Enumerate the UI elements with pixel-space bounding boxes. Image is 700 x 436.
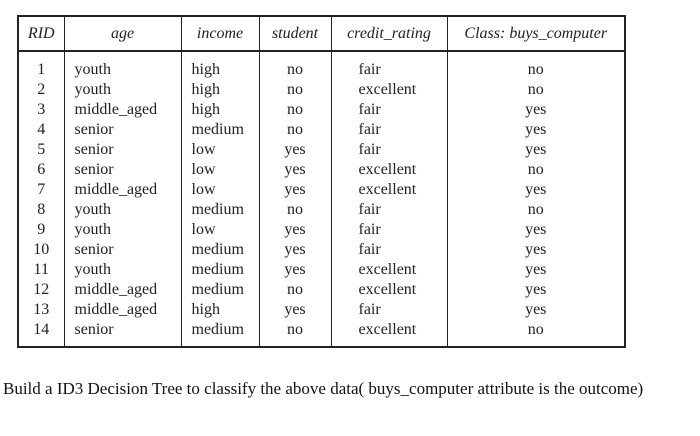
student-cell: no: [259, 200, 331, 220]
table-body: [18, 51, 625, 347]
income-cell: medium: [181, 200, 259, 220]
rid-cell: 13: [33, 301, 50, 318]
table-row: [18, 200, 625, 220]
student-cell: no: [259, 80, 331, 100]
age-cell: senior: [64, 240, 181, 260]
rid-cell: 3: [37, 101, 46, 118]
buys-computer-cell: yes: [447, 220, 625, 240]
table-row: [18, 80, 625, 100]
rid-cell: 9: [37, 221, 46, 238]
table-row: [18, 140, 625, 160]
credit-rating-cell: fair: [331, 51, 447, 80]
credit-rating-cell: excellent: [331, 180, 447, 200]
table-row: [18, 240, 625, 260]
rid-cell: 11: [33, 261, 49, 278]
income-cell: medium: [181, 320, 259, 347]
income-cell: high: [181, 100, 259, 120]
buys-computer-cell: yes: [447, 140, 625, 160]
student-cell: no: [259, 280, 331, 300]
header-rid: RID: [18, 16, 64, 51]
table-row: [18, 320, 625, 347]
table-header-row: [18, 16, 625, 51]
header-credit-rating: credit_rating: [331, 16, 447, 51]
credit-rating-cell: excellent: [331, 260, 447, 280]
table-row: [18, 160, 625, 180]
table-row: [18, 100, 625, 120]
rid-cell: 14: [33, 321, 50, 338]
training-data-table: [17, 15, 626, 348]
student-cell: yes: [259, 300, 331, 320]
income-cell: medium: [181, 280, 259, 300]
buys-computer-cell: yes: [447, 180, 625, 200]
income-cell: medium: [181, 260, 259, 280]
age-cell: middle_aged: [64, 300, 181, 320]
age-cell: youth: [64, 220, 181, 240]
student-cell: yes: [259, 260, 331, 280]
table-row: [18, 180, 625, 200]
student-cell: no: [259, 320, 331, 347]
student-cell: yes: [259, 220, 331, 240]
rid-cell: 5: [37, 141, 46, 158]
header-income: income: [181, 16, 259, 51]
credit-rating-cell: fair: [331, 300, 447, 320]
header-class-buys-computer: Class: buys_computer: [447, 16, 625, 51]
student-cell: no: [259, 120, 331, 140]
rid-cell: 10: [33, 241, 50, 258]
header-age: age: [64, 16, 181, 51]
age-cell: senior: [64, 160, 181, 180]
rid-cell: 8: [37, 201, 46, 218]
age-cell: youth: [64, 80, 181, 100]
buys-computer-cell: no: [447, 160, 625, 180]
rid-cell: 7: [37, 181, 46, 198]
credit-rating-cell: excellent: [331, 160, 447, 180]
age-cell: youth: [64, 260, 181, 280]
table-row: [18, 300, 625, 320]
buys-computer-cell: yes: [447, 120, 625, 140]
income-cell: medium: [181, 240, 259, 260]
student-cell: yes: [259, 160, 331, 180]
buys-computer-cell: no: [447, 51, 625, 80]
table-row: [18, 260, 625, 280]
credit-rating-cell: excellent: [331, 320, 447, 347]
age-cell: middle_aged: [64, 280, 181, 300]
credit-rating-cell: fair: [331, 120, 447, 140]
buys-computer-cell: no: [447, 200, 625, 220]
credit-rating-cell: fair: [331, 100, 447, 120]
credit-rating-cell: fair: [331, 140, 447, 160]
table-row: [18, 220, 625, 240]
buys-computer-cell: yes: [447, 100, 625, 120]
age-cell: senior: [64, 320, 181, 347]
buys-computer-cell: yes: [447, 280, 625, 300]
buys-computer-cell: yes: [447, 240, 625, 260]
instruction-text: Build a ID3 Decision Tree to classify the above data( buys_computer attribute is the outcome): [3, 379, 644, 398]
student-cell: no: [259, 51, 331, 80]
credit-rating-cell: excellent: [331, 80, 447, 100]
income-cell: high: [181, 300, 259, 320]
student-cell: yes: [259, 180, 331, 200]
rid-cell: 6: [37, 161, 46, 178]
age-cell: middle_aged: [64, 100, 181, 120]
header-student: student: [259, 16, 331, 51]
age-cell: youth: [64, 200, 181, 220]
table-row: [18, 51, 625, 80]
income-cell: low: [181, 140, 259, 160]
rid-cell: 12: [33, 281, 50, 298]
buys-computer-cell: no: [447, 80, 625, 100]
rid-cell: 4: [37, 121, 46, 138]
student-cell: no: [259, 100, 331, 120]
income-cell: low: [181, 160, 259, 180]
income-cell: low: [181, 180, 259, 200]
age-cell: middle_aged: [64, 180, 181, 200]
income-cell: high: [181, 51, 259, 80]
income-cell: high: [181, 80, 259, 100]
table-row: [18, 280, 625, 300]
age-cell: senior: [64, 140, 181, 160]
income-cell: low: [181, 220, 259, 240]
rid-cell: 1: [37, 61, 46, 78]
credit-rating-cell: fair: [331, 240, 447, 260]
age-cell: youth: [64, 51, 181, 80]
buys-computer-cell: yes: [447, 300, 625, 320]
age-cell: senior: [64, 120, 181, 140]
credit-rating-cell: excellent: [331, 280, 447, 300]
table-row: [18, 120, 625, 140]
student-cell: yes: [259, 140, 331, 160]
buys-computer-cell: yes: [447, 260, 625, 280]
student-cell: yes: [259, 240, 331, 260]
income-cell: medium: [181, 120, 259, 140]
buys-computer-cell: no: [447, 320, 625, 347]
rid-cell: 2: [37, 81, 46, 98]
credit-rating-cell: fair: [331, 220, 447, 240]
credit-rating-cell: fair: [331, 200, 447, 220]
